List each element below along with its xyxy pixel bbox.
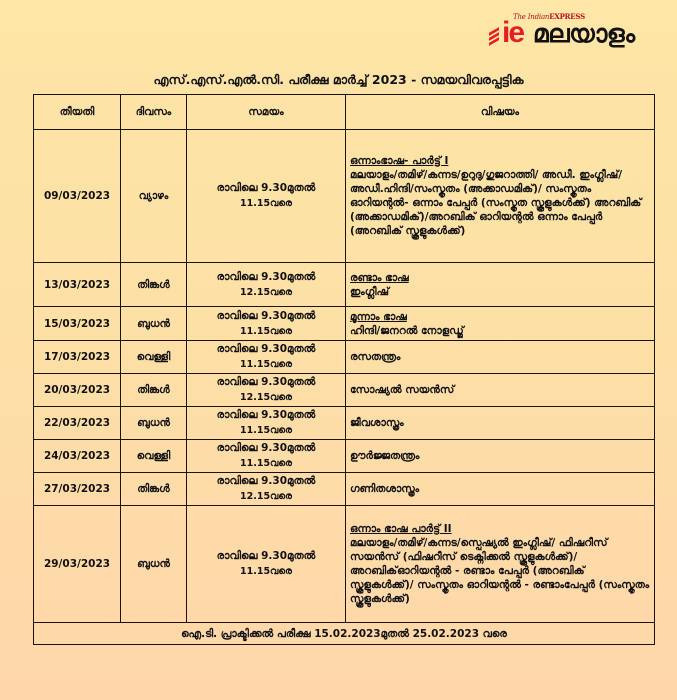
exam-subject [346, 407, 655, 440]
header-date: തീയതി [34, 95, 121, 130]
time-end: 11.15വരെ [240, 425, 292, 436]
subject-heading: ഒന്നാം ഭാഷ പാർട്ട് II [350, 523, 452, 535]
exam-date: 22/03/2023 [34, 407, 121, 440]
time-end: 11.15വരെ [240, 458, 292, 469]
exam-time [187, 506, 346, 623]
table-row [34, 407, 655, 440]
exam-subject [346, 374, 655, 407]
exam-date: 09/03/2023 [34, 130, 121, 263]
exam-time [187, 263, 346, 307]
subject-detail: ജീവശാസ്ത്രം [350, 417, 404, 429]
time-start: രാവിലെ 9.30മുതൽ [216, 182, 316, 194]
table-row [34, 374, 655, 407]
time-end: 11.15വരെ [240, 198, 292, 209]
time-start: രാവിലെ 9.30മുതൽ [216, 270, 316, 283]
time-start: രാവിലെ 9.30മുതൽ [216, 376, 316, 388]
subject-heading: രണ്ടാം ഭാഷ [350, 271, 409, 284]
time-end: 11.15വരെ [240, 325, 292, 337]
page-title: എസ്.എസ്.എൽ.സി. പരീക്ഷ മാർച്ച് 2023 - സമയവിവരപ്പട്ടിക [153, 72, 524, 87]
exam-time [187, 407, 346, 440]
logo-malayalam-wordmark: മലയാളം [533, 19, 635, 48]
time-start: രാവിലെ 9.30മുതൽ [216, 442, 316, 454]
subject-heading: ഒന്നാംഭാഷ- പാർട്ട് I [350, 155, 449, 167]
subject-detail: ഇംഗ്ലീഷ് [350, 285, 390, 298]
exam-day: ബുധൻ [121, 407, 187, 440]
subject-detail: ഹിന്ദി/ജനറൽ നോളഡ്ജ് [350, 324, 464, 337]
it-practical-note: ഐ.ടി. പ്രാക്ടിക്കൽ പരീക്ഷ 15.02.2023മുതൽ 25.02.2023 വരെ [34, 623, 655, 645]
time-end: 12.15വരെ [240, 392, 292, 403]
exam-day: തിങ്കൾ [121, 473, 187, 506]
time-start: രാവിലെ 9.30മുതൽ [216, 550, 316, 562]
exam-day: തിങ്കൾ [121, 263, 187, 307]
time-end: 12.15വരെ [240, 491, 292, 502]
time-end: 11.15വരെ [240, 359, 292, 370]
exam-time [187, 341, 346, 374]
table-row [34, 341, 655, 374]
exam-subject [346, 506, 655, 623]
subject-detail: ഗണിതശാസ്ത്രം [350, 483, 420, 495]
exam-day: വെള്ളി [121, 341, 187, 374]
table-row [34, 263, 655, 307]
subject-detail: ഊർജ്ജതന്ത്രം [350, 450, 420, 462]
time-start: രാവിലെ 9.30മുതൽ [216, 475, 316, 487]
table-header-row [34, 95, 655, 130]
time-end: 11.15വരെ [240, 566, 292, 577]
table-footer-row [34, 623, 655, 645]
logo-bars-icon [489, 30, 499, 44]
exam-subject [346, 341, 655, 374]
exam-date: 29/03/2023 [34, 506, 121, 623]
exam-date: 17/03/2023 [34, 341, 121, 374]
exam-date: 24/03/2023 [34, 440, 121, 473]
subject-detail: മലയാളം/തമിഴ്/കന്നട/സ്പെഷ്യൽ ഇംഗ്ലീഷ്/ ഫിഷറീസ് സയൻസ് (ഫിഷറീസ് ടെക്നിക്കൽ സ്കൂളുകൾക്ക്)/അറബിക്ഓറിയന്റൽ - രണ്ടാം പേപ്പർ (അറബിക് സ്കൂളുകൾക്ക്)/ സംസ്കൃതം ഓറിയന്റൽ - രണ്ടാംപേപ്പർ (സംസ്കൃതം സ്കൂളുകൾക്ക്) [350, 537, 650, 605]
time-start: രാവിലെ 9.30മുതൽ [216, 409, 316, 421]
time-start: രാവിലെ 9.30മുതൽ [216, 343, 316, 355]
exam-subject [346, 130, 655, 263]
indian-express-tagline: The IndianEXPRESS [513, 12, 585, 21]
exam-subject [346, 473, 655, 506]
header-time: സമയം [187, 95, 346, 130]
subject-detail: മലയാളം/തമിഴ്/കന്നട/ഉറുദു/ഗുജറാത്തി/ അഡീ. ഇംഗ്ലീഷ്/അഡീ.ഹിന്ദി/സംസ്കൃതം (അക്കാഡമിക്)/ സംസ്കൃതം ഓറിയന്റൽ- ഒന്നാം പേപ്പർ (സംസ്കൃത സ്കൂളുകൾക്ക്) അറബിക് (അക്കാഡമിക്)/അറബിക് ഓറിയന്റൽ ഒന്നാം പേപ്പർ (അറബിക് സ്കൂളുകൾക്ക്) [350, 169, 642, 237]
exam-subject [346, 263, 655, 307]
exam-date: 27/03/2023 [34, 473, 121, 506]
exam-subject [346, 440, 655, 473]
exam-day: തിങ്കൾ [121, 374, 187, 407]
table-row [34, 473, 655, 506]
exam-subject [346, 307, 655, 341]
exam-timetable [33, 94, 655, 645]
exam-day: വെള്ളി [121, 440, 187, 473]
exam-time [187, 440, 346, 473]
time-end: 12.15വരെ [240, 286, 292, 298]
exam-time [187, 374, 346, 407]
table-row [34, 506, 655, 623]
exam-date: 15/03/2023 [34, 307, 121, 341]
header-day: ദിവസം [121, 95, 187, 130]
exam-day: വ്യാഴം [121, 130, 187, 263]
table-row [34, 307, 655, 341]
table-row [34, 130, 655, 263]
exam-day: ബുധൻ [121, 506, 187, 623]
exam-day: ബുധൻ [121, 307, 187, 341]
header-subject: വിഷയം [346, 95, 655, 130]
logo-ie-mark: ie [502, 16, 524, 49]
exam-time [187, 307, 346, 341]
subject-heading: മൂന്നാം ഭാഷ [350, 310, 407, 323]
exam-time [187, 473, 346, 506]
subject-detail: സോഷ്യൽ സയൻസ് [350, 384, 455, 396]
ie-malayalam-logo [409, 8, 659, 48]
exam-date: 13/03/2023 [34, 263, 121, 307]
exam-date: 20/03/2023 [34, 374, 121, 407]
table-row [34, 440, 655, 473]
time-start: രാവിലെ 9.30മുതൽ [216, 309, 316, 322]
exam-time [187, 130, 346, 263]
subject-detail: രസതന്ത്രം [350, 351, 401, 363]
